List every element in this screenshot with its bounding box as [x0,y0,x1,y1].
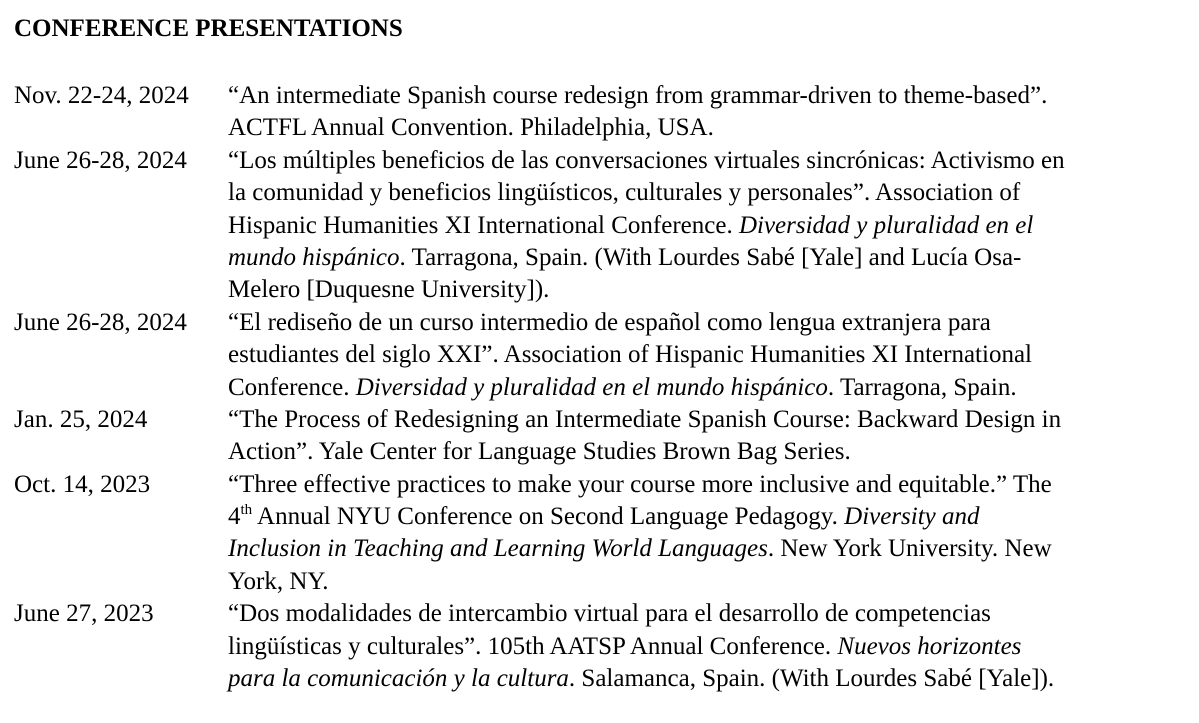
ordinal-suffix: th [240,502,253,519]
italic-title: Diversidad y pluralidad en el [738,211,1034,239]
presentation-entry [14,404,1194,469]
presentation-date: June 26-28, 2024 [14,146,187,174]
description-line [228,274,1190,306]
presentation-entry [14,80,1194,145]
description-line [228,80,1190,112]
presentation-date: Nov. 22-24, 2024 [14,82,189,109]
description-line [228,145,1190,177]
italic-title: Nuevos horizontes [837,632,1022,660]
text-segment: . Tarragona, Spain. [827,373,1017,401]
text-segment: la comunidad y beneficios lingüísticos, culturales y personales”. Association of [228,179,1021,207]
text-segment: “Dos modalidades de intercambio virtual para el desarrollo de competencias [228,600,991,628]
description-line [228,404,1190,436]
presentation-entry [14,145,1194,307]
text-segment: ACTFL Annual Convention. Philadelphia, USA. [228,114,714,142]
text-segment: “The Process of Redesigning an Intermediate Spanish Course: Backward Design in [228,405,1062,433]
text-segment: Conference. [228,373,356,401]
description-line [228,339,1190,371]
presentation-entry [14,469,1194,599]
section-heading: CONFERENCE PRESENTATIONS [14,15,403,42]
presentation-description [228,598,1190,695]
description-line [228,501,1190,533]
italic-title: mundo hispánico [228,243,400,271]
text-segment: Melero [Duquesne University]). [228,276,550,304]
text-segment: lingüísticas y culturales”. 105th AATSP Annual Conference. [228,632,838,660]
presentation-date: Oct. 14, 2023 [14,470,151,498]
italic-title: Diversity and [844,503,980,531]
presentation-date: June 27, 2023 [14,600,154,628]
presentation-date: Jan. 25, 2024 [14,405,148,433]
description-line [228,307,1190,339]
presentation-description [228,145,1190,307]
presentation-entry [14,307,1194,404]
italic-title: Inclusion in Teaching and Learning World Languages [228,535,768,563]
description-line [228,598,1190,630]
italic-title: para la comunicación y la cultura [228,665,569,693]
text-segment: Hispanic Humanities XI International Conference. [228,211,739,239]
presentation-description [228,80,1190,145]
description-line [228,663,1190,695]
text-segment: . New York University. New [767,535,1052,563]
text-segment: “El rediseño de un curso intermedio de español como lengua extranjera para [228,308,991,336]
text-segment: . Salamanca, Spain. (With Lourdes Sabé [Yale]). [568,665,1055,693]
text-segment: Action”. Yale Center for Language Studies Brown Bag Series. [228,438,851,466]
description-line [228,210,1190,242]
presentation-description [228,404,1190,469]
text-segment: estudiantes del siglo XXI”. Association of Hispanic Humanities XI International [228,341,1032,369]
description-line [228,242,1190,274]
description-line [228,566,1190,598]
presentation-date: June 26-28, 2024 [14,308,187,336]
text-segment: 4 [228,503,241,531]
text-segment: “Three effective practices to make your course more inclusive and equitable.” The [228,470,1052,498]
description-line [228,631,1190,663]
text-segment: . Tarragona, Spain. (With Lourdes Sabé [Yale] and Lucía Osa- [399,243,1022,271]
description-line [228,533,1190,565]
description-line [228,112,1190,144]
text-segment: “Los múltiples beneficios de las conversaciones virtuales sincrónicas: Activismo en [228,146,1065,174]
presentation-description [228,469,1190,599]
description-line [228,469,1190,501]
text-segment: Annual NYU Conference on Second Language Pedagogy. [252,503,845,531]
description-line [228,177,1190,209]
presentation-list [14,80,1194,695]
presentation-description [228,307,1190,404]
description-line [228,436,1190,468]
italic-title: Diversidad y pluralidad en el mundo hispánico [355,373,828,401]
presentation-entry [14,598,1194,695]
text-segment: “An intermediate Spanish course redesign from grammar-driven to theme-based”. [228,82,1048,109]
description-line [228,372,1190,404]
text-segment: York, NY. [228,567,329,595]
